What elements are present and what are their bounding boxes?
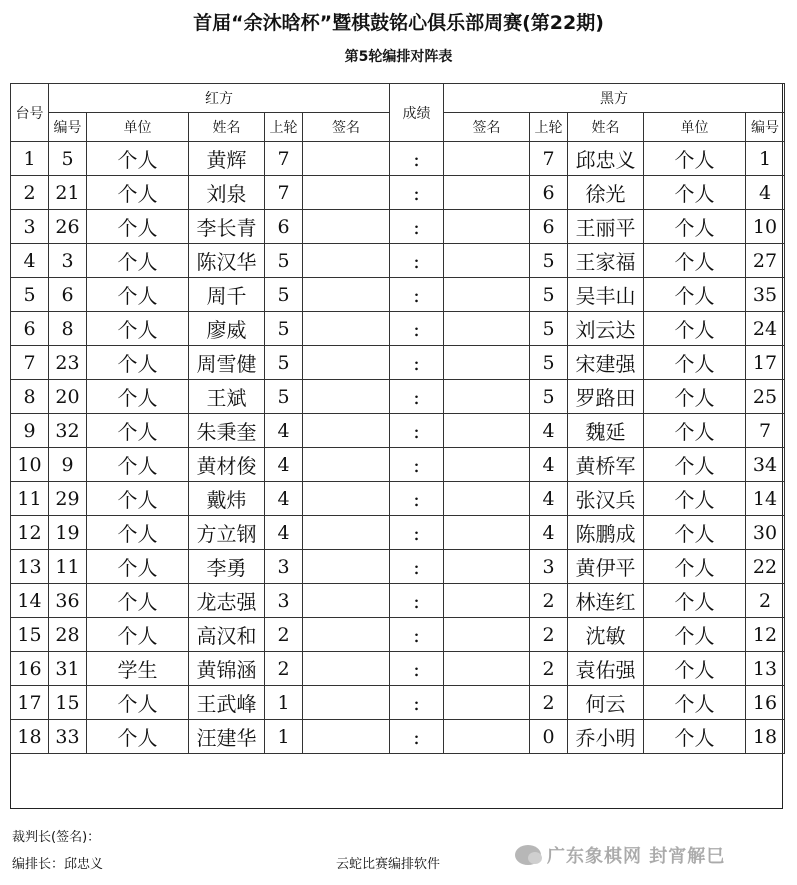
black-prev-round-cell: 2 <box>530 686 568 720</box>
red-prev-round-cell: 4 <box>265 414 303 448</box>
black-unit-cell: 个人 <box>644 244 746 278</box>
black-sign-cell <box>444 142 530 176</box>
black-unit-cell: 个人 <box>644 448 746 482</box>
black-unit-cell: 个人 <box>644 550 746 584</box>
black-prev-round-cell: 5 <box>530 312 568 346</box>
table-no-cell: 15 <box>11 618 49 652</box>
red-number-cell: 29 <box>49 482 87 516</box>
black-unit-cell: 个人 <box>644 312 746 346</box>
black-sign-cell <box>444 380 530 414</box>
red-sign-cell <box>303 686 390 720</box>
table-row <box>11 584 785 618</box>
red-unit-cell: 个人 <box>87 448 189 482</box>
header-black-sign: 签名 <box>444 113 530 142</box>
result-cell: : <box>390 278 444 312</box>
red-number-cell: 31 <box>49 652 87 686</box>
table-no-cell: 16 <box>11 652 49 686</box>
black-prev-round-cell: 4 <box>530 482 568 516</box>
black-name-cell: 王家福 <box>568 244 644 278</box>
table-row <box>11 380 785 414</box>
black-number-cell: 22 <box>746 550 785 584</box>
result-cell: : <box>390 210 444 244</box>
red-number-cell: 23 <box>49 346 87 380</box>
black-name-cell: 邱忠义 <box>568 142 644 176</box>
red-name-cell: 朱秉奎 <box>189 414 265 448</box>
black-unit-cell: 个人 <box>644 720 746 754</box>
table-no-cell: 4 <box>11 244 49 278</box>
black-unit-cell: 个人 <box>644 482 746 516</box>
red-name-cell: 戴炜 <box>189 482 265 516</box>
red-number-cell: 36 <box>49 584 87 618</box>
red-number-cell: 9 <box>49 448 87 482</box>
red-sign-cell <box>303 516 390 550</box>
black-unit-cell: 个人 <box>644 176 746 210</box>
red-name-cell: 王斌 <box>189 380 265 414</box>
watermark-text: 广东象棋网 封宵解巳 <box>547 846 726 867</box>
red-sign-cell <box>303 414 390 448</box>
table-row <box>11 652 785 686</box>
black-sign-cell <box>444 312 530 346</box>
red-name-cell: 周千 <box>189 278 265 312</box>
black-sign-cell <box>444 346 530 380</box>
black-number-cell: 35 <box>746 278 785 312</box>
red-unit-cell: 个人 <box>87 176 189 210</box>
table-row <box>11 210 785 244</box>
red-prev-round-cell: 4 <box>265 482 303 516</box>
red-sign-cell <box>303 618 390 652</box>
black-prev-round-cell: 5 <box>530 380 568 414</box>
black-name-cell: 刘云达 <box>568 312 644 346</box>
black-number-cell: 12 <box>746 618 785 652</box>
table-no-cell: 3 <box>11 210 49 244</box>
black-unit-cell: 个人 <box>644 278 746 312</box>
red-unit-cell: 个人 <box>87 210 189 244</box>
chief-referee-label: 裁判长(签名)： <box>12 830 101 845</box>
result-cell: : <box>390 720 444 754</box>
black-name-cell: 沈敏 <box>568 618 644 652</box>
header-red-side: 红方 <box>49 84 390 113</box>
header-row-1 <box>11 84 785 113</box>
table-row <box>11 482 785 516</box>
header-red-unit: 单位 <box>87 113 189 142</box>
black-name-cell: 陈鹏成 <box>568 516 644 550</box>
black-name-cell: 罗路田 <box>568 380 644 414</box>
black-unit-cell: 个人 <box>644 210 746 244</box>
table-no-cell: 17 <box>11 686 49 720</box>
red-number-cell: 11 <box>49 550 87 584</box>
table-row <box>11 686 785 720</box>
black-prev-round-cell: 7 <box>530 142 568 176</box>
red-prev-round-cell: 7 <box>265 176 303 210</box>
pairing-sheet <box>10 83 783 809</box>
red-number-cell: 20 <box>49 380 87 414</box>
red-number-cell: 19 <box>49 516 87 550</box>
red-sign-cell <box>303 652 390 686</box>
table-row <box>11 550 785 584</box>
pairing-table <box>10 83 785 754</box>
result-cell: : <box>390 244 444 278</box>
red-sign-cell <box>303 142 390 176</box>
table-row <box>11 720 785 754</box>
black-prev-round-cell: 2 <box>530 652 568 686</box>
black-sign-cell <box>444 278 530 312</box>
black-prev-round-cell: 5 <box>530 278 568 312</box>
black-unit-cell: 个人 <box>644 516 746 550</box>
black-sign-cell <box>444 448 530 482</box>
header-result: 成绩 <box>390 84 444 142</box>
red-sign-cell <box>303 176 390 210</box>
header-black-name: 姓名 <box>568 113 644 142</box>
red-sign-cell <box>303 278 390 312</box>
black-name-cell: 黄桥军 <box>568 448 644 482</box>
software-label: 云蛇比赛编排软件 <box>336 857 441 872</box>
result-cell: : <box>390 550 444 584</box>
black-sign-cell <box>444 176 530 210</box>
header-red-prev-round: 上轮 <box>265 113 303 142</box>
red-unit-cell: 个人 <box>87 244 189 278</box>
red-sign-cell <box>303 346 390 380</box>
red-prev-round-cell: 4 <box>265 448 303 482</box>
red-sign-cell <box>303 244 390 278</box>
header-black-unit: 单位 <box>644 113 746 142</box>
black-number-cell: 14 <box>746 482 785 516</box>
red-name-cell: 黄锦涵 <box>189 652 265 686</box>
red-sign-cell <box>303 720 390 754</box>
table-no-cell: 12 <box>11 516 49 550</box>
red-sign-cell <box>303 380 390 414</box>
red-unit-cell: 个人 <box>87 380 189 414</box>
table-no-cell: 9 <box>11 414 49 448</box>
result-cell: : <box>390 380 444 414</box>
result-cell: : <box>390 312 444 346</box>
table-row <box>11 244 785 278</box>
black-sign-cell <box>444 686 530 720</box>
black-number-cell: 13 <box>746 652 785 686</box>
red-unit-cell: 个人 <box>87 278 189 312</box>
red-number-cell: 3 <box>49 244 87 278</box>
black-name-cell: 吴丰山 <box>568 278 644 312</box>
black-prev-round-cell: 6 <box>530 210 568 244</box>
black-name-cell: 乔小明 <box>568 720 644 754</box>
red-prev-round-cell: 5 <box>265 346 303 380</box>
red-prev-round-cell: 2 <box>265 652 303 686</box>
red-name-cell: 李长青 <box>189 210 265 244</box>
black-prev-round-cell: 3 <box>530 550 568 584</box>
black-number-cell: 1 <box>746 142 785 176</box>
table-row <box>11 618 785 652</box>
table-no-cell: 6 <box>11 312 49 346</box>
table-no-cell: 8 <box>11 380 49 414</box>
table-row <box>11 346 785 380</box>
header-red-number: 编号 <box>49 113 87 142</box>
red-unit-cell: 个人 <box>87 686 189 720</box>
red-unit-cell: 个人 <box>87 142 189 176</box>
red-prev-round-cell: 2 <box>265 618 303 652</box>
red-sign-cell <box>303 584 390 618</box>
result-cell: : <box>390 448 444 482</box>
red-name-cell: 王武峰 <box>189 686 265 720</box>
red-prev-round-cell: 1 <box>265 720 303 754</box>
black-prev-round-cell: 4 <box>530 448 568 482</box>
black-number-cell: 16 <box>746 686 785 720</box>
red-name-cell: 李勇 <box>189 550 265 584</box>
result-cell: : <box>390 176 444 210</box>
table-no-cell: 7 <box>11 346 49 380</box>
result-cell: : <box>390 346 444 380</box>
black-prev-round-cell: 4 <box>530 516 568 550</box>
black-unit-cell: 个人 <box>644 686 746 720</box>
black-unit-cell: 个人 <box>644 584 746 618</box>
page-title: 首届“余沐晗杯”暨棋鼓铭心俱乐部周赛(第22期) <box>193 12 604 34</box>
red-name-cell: 方立钢 <box>189 516 265 550</box>
table-row <box>11 516 785 550</box>
wechat-icon <box>515 845 541 865</box>
red-unit-cell: 个人 <box>87 516 189 550</box>
table-no-cell: 5 <box>11 278 49 312</box>
red-prev-round-cell: 5 <box>265 244 303 278</box>
table-row <box>11 176 785 210</box>
red-prev-round-cell: 3 <box>265 550 303 584</box>
black-sign-cell <box>444 550 530 584</box>
black-sign-cell <box>444 652 530 686</box>
black-number-cell: 10 <box>746 210 785 244</box>
black-prev-round-cell: 6 <box>530 176 568 210</box>
red-number-cell: 33 <box>49 720 87 754</box>
table-row <box>11 414 785 448</box>
red-prev-round-cell: 3 <box>265 584 303 618</box>
red-unit-cell: 个人 <box>87 720 189 754</box>
table-row <box>11 278 785 312</box>
red-number-cell: 15 <box>49 686 87 720</box>
black-name-cell: 何云 <box>568 686 644 720</box>
red-unit-cell: 个人 <box>87 312 189 346</box>
result-cell: : <box>390 652 444 686</box>
red-prev-round-cell: 6 <box>265 210 303 244</box>
red-number-cell: 32 <box>49 414 87 448</box>
black-number-cell: 27 <box>746 244 785 278</box>
red-number-cell: 28 <box>49 618 87 652</box>
table-no-cell: 11 <box>11 482 49 516</box>
red-sign-cell <box>303 210 390 244</box>
red-name-cell: 龙志强 <box>189 584 265 618</box>
red-name-cell: 黄材俊 <box>189 448 265 482</box>
red-name-cell: 汪建华 <box>189 720 265 754</box>
red-name-cell: 周雪健 <box>189 346 265 380</box>
black-name-cell: 徐光 <box>568 176 644 210</box>
red-prev-round-cell: 5 <box>265 312 303 346</box>
result-cell: : <box>390 686 444 720</box>
table-no-cell: 10 <box>11 448 49 482</box>
black-name-cell: 宋建强 <box>568 346 644 380</box>
table-row <box>11 312 785 346</box>
black-unit-cell: 个人 <box>644 380 746 414</box>
red-number-cell: 6 <box>49 278 87 312</box>
black-unit-cell: 个人 <box>644 346 746 380</box>
red-sign-cell <box>303 550 390 584</box>
result-cell: : <box>390 516 444 550</box>
header-table-no: 台号 <box>11 84 49 142</box>
red-name-cell: 廖威 <box>189 312 265 346</box>
red-unit-cell: 学生 <box>87 652 189 686</box>
pairing-rows <box>11 142 785 754</box>
table-no-cell: 13 <box>11 550 49 584</box>
black-sign-cell <box>444 720 530 754</box>
result-cell: : <box>390 618 444 652</box>
result-cell: : <box>390 482 444 516</box>
result-cell: : <box>390 414 444 448</box>
red-prev-round-cell: 7 <box>265 142 303 176</box>
red-unit-cell: 个人 <box>87 346 189 380</box>
red-name-cell: 高汉和 <box>189 618 265 652</box>
red-prev-round-cell: 4 <box>265 516 303 550</box>
black-sign-cell <box>444 210 530 244</box>
black-sign-cell <box>444 244 530 278</box>
black-prev-round-cell: 4 <box>530 414 568 448</box>
result-cell: : <box>390 142 444 176</box>
red-sign-cell <box>303 448 390 482</box>
red-name-cell: 黄辉 <box>189 142 265 176</box>
red-sign-cell <box>303 482 390 516</box>
table-no-cell: 2 <box>11 176 49 210</box>
red-sign-cell <box>303 312 390 346</box>
black-name-cell: 王丽平 <box>568 210 644 244</box>
black-number-cell: 17 <box>746 346 785 380</box>
table-row <box>11 448 785 482</box>
black-unit-cell: 个人 <box>644 618 746 652</box>
black-number-cell: 24 <box>746 312 785 346</box>
black-sign-cell <box>444 482 530 516</box>
header-black-number: 编号 <box>746 113 785 142</box>
black-name-cell: 黄伊平 <box>568 550 644 584</box>
red-prev-round-cell: 1 <box>265 686 303 720</box>
header-black-prev-round: 上轮 <box>530 113 568 142</box>
red-name-cell: 陈汉华 <box>189 244 265 278</box>
watermark <box>515 842 725 868</box>
red-unit-cell: 个人 <box>87 414 189 448</box>
red-unit-cell: 个人 <box>87 618 189 652</box>
table-no-cell: 18 <box>11 720 49 754</box>
red-number-cell: 26 <box>49 210 87 244</box>
page-subtitle: 第5轮编排对阵表 <box>344 49 453 65</box>
arranger-label: 编排长：邱忠义 <box>12 857 104 872</box>
black-name-cell: 魏延 <box>568 414 644 448</box>
table-no-cell: 1 <box>11 142 49 176</box>
black-number-cell: 34 <box>746 448 785 482</box>
black-number-cell: 30 <box>746 516 785 550</box>
black-name-cell: 袁佑强 <box>568 652 644 686</box>
black-number-cell: 2 <box>746 584 785 618</box>
black-number-cell: 25 <box>746 380 785 414</box>
red-unit-cell: 个人 <box>87 550 189 584</box>
red-number-cell: 5 <box>49 142 87 176</box>
black-sign-cell <box>444 618 530 652</box>
red-unit-cell: 个人 <box>87 482 189 516</box>
black-name-cell: 林连红 <box>568 584 644 618</box>
black-sign-cell <box>444 414 530 448</box>
black-unit-cell: 个人 <box>644 414 746 448</box>
red-prev-round-cell: 5 <box>265 278 303 312</box>
red-name-cell: 刘泉 <box>189 176 265 210</box>
red-prev-round-cell: 5 <box>265 380 303 414</box>
header-red-name: 姓名 <box>189 113 265 142</box>
table-row <box>11 142 785 176</box>
header-black-side: 黑方 <box>444 84 785 113</box>
black-sign-cell <box>444 516 530 550</box>
red-unit-cell: 个人 <box>87 584 189 618</box>
black-number-cell: 7 <box>746 414 785 448</box>
black-number-cell: 4 <box>746 176 785 210</box>
header-red-sign: 签名 <box>303 113 390 142</box>
black-prev-round-cell: 2 <box>530 584 568 618</box>
black-number-cell: 18 <box>746 720 785 754</box>
black-prev-round-cell: 0 <box>530 720 568 754</box>
black-unit-cell: 个人 <box>644 652 746 686</box>
red-number-cell: 8 <box>49 312 87 346</box>
black-prev-round-cell: 5 <box>530 244 568 278</box>
black-unit-cell: 个人 <box>644 142 746 176</box>
table-no-cell: 14 <box>11 584 49 618</box>
result-cell: : <box>390 584 444 618</box>
red-number-cell: 21 <box>49 176 87 210</box>
black-prev-round-cell: 2 <box>530 618 568 652</box>
black-sign-cell <box>444 584 530 618</box>
black-name-cell: 张汉兵 <box>568 482 644 516</box>
black-prev-round-cell: 5 <box>530 346 568 380</box>
